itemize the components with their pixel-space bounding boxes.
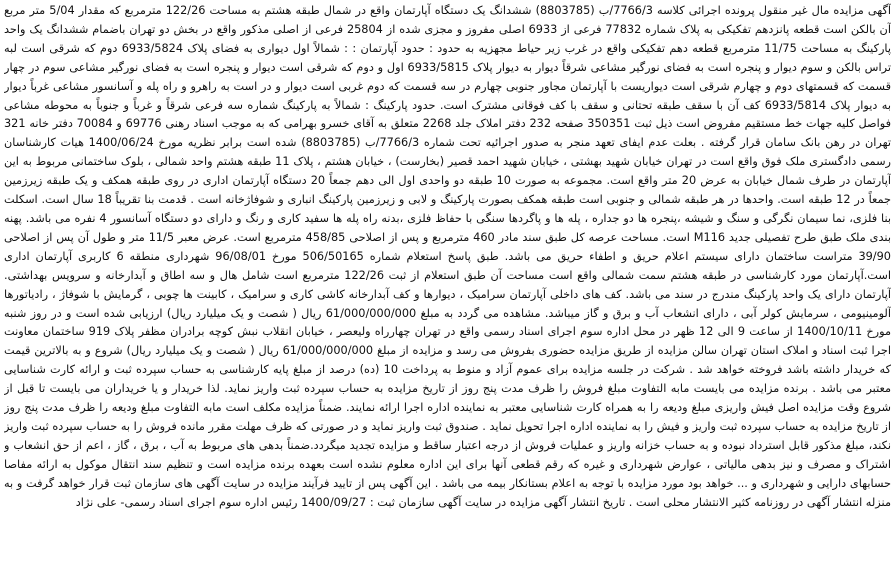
- auction-notice-text: آگهی مزایده مال غیر منقول پرونده اجرائی کلاسه 7766/3/ب (8803785) ششدانگ یک دستگاه آپارتمان واقع در شمال طبقه هشتم به مساحت 122/26 مترمربع که مقدار 5/04 متر مربع آن بالکن است قطعه پانزدهم تفکیکی به پلاک شماره 77832 فرعی از 6933 اصلی مفروز و مجزی شده از 25804 فرعی از اصلی مذکور واقع در بخش دو تهران باضمام ششدانگ یک واحد پارکینگ به مساحت 11/75 مترمربع قطعه دهم تفکیکی واقع در غرب زیر حیاط مجهزیه به حدود : حدود آپارتمان : : شمالاً اول دیواری به فضای پلاک 6933/5824 دوم که شرقی است لبه تراس بالکن و سوم دیوار و پنجره است به فضای نورگیر مشاعی شرقاً دیوار به دیوار پلاک 6933/5815 اول و دوم که شرقی است دیوار و پنجره است به فضای نورگیر مشاعی سوم در چهار قسمت که قسمتهای دوم و چهارم شرقی است دیواریست با آپارتمان مجاور جنوبی چهارم در سه قسمت که دوم غربی است دیوار و در است به راهرو و راه پله و آسانسور مشاعی غرباً دیوار به دیوار پلاک 6933/5814 کف آن با سقف طبقه تحتانی و سقف با کف فوقانی مشترک است. حدود پارکینگ : شمالاً به پارکینگ شماره سه فرعی شرقاً و غرباً و جنوباً به محوطه مشاعی فواصل کلیه جهات خط مستقیم مفروض است ذیل ثبت 350351 صفحه 232 دفتر املاک جلد 2268 متعلق به آقای خسرو بهرامی که به موجب اسناد رهنی 69776 و 70084 دفتر خانه 321 تهران در رهن بانک سامان قرار گرفته . بعلت عدم ایفای تعهد منجر به صدور اجرائیه تحت شماره 7766/3/ب (8803785) شده است برابر نظریه مورخ 1400/06/24 هیات کارشناسان رسمی دادگستری ملک فوق واقع است در تهران خیابان شهید بهشتی ، خیابان شهید احمد قصیر (بخارست) ، خیابان هشتم ، پلاک 11 طبقه هشتم واحد شمالی ، بلوک ساختمانی مربوط به این آپارتمان در طرف شمال خیابان به عرض 20 متر واقع است. مجموعه به صورت 10 طبقه دو واحدی اول الی دهم جمعاً 20 دستگاه آپارتمان اداری در روی طبقه همکف و یک طبقه زیرزمین جمعاً در 12 طبقه است. واحدها در هر طبقه شمالی و جنوبی است طبقه همکف بصورت پارکینگ و لابی و زیرزمین پارکینگ انباری و شوفاژخانه است . قدمت بنا تقریباً 18 سال است. اسکلت بنا فلزی، نما سیمان نگرگی و سنگ و شیشه ،پنجره ها دو جداره ، پله ها و پاگردها سنگی با حفاظ فلزی ،بدنه راه پله ها سفید کاری و رنگ و دارای دو دستگاه آسانسور 4 نفره می باشد. پهنه بندی ملک طبق طرح تفصیلی جدید M116 است. مساحت عرصه کل طبق سند مادر 460 مترمربع و پس از اصلاحی 458/85 مترمربع است. عرض معبر 11/5 متر و طول آن پس از اصلاحی 39/90 متراست ساختمان دارای سیستم اعلام حریق و اطفاء حریق می باشد. طبق پاسخ استعلام شماره 506/50165 مورخ 96/08/01 شهرداری منطقه 6 کاربری آپارتمان اداری است.آپارتمان مورد کارشناسی در طبقه هشتم سمت شمالی واقع است مساحت آن طبق استعلام از ثبت 122/26 مترمربع است شامل هال و سه اطاق و آبدارخانه و سرویس بهداشتی. آپارتمان دارای یک واحد پارکینگ مندرج در سند می باشد. کف های داخلی آپارتمان سرامیک ، دیوارها و کف آبدارخانه کاشی کاری و سرامیک ، کابینت ها چوبی ، گرمایش با شوفاژ ، رادیاتورها آلومینیومی ، سرمایش کولر آبی ، دارای انشعاب آب و برق و گاز میباشد. مشاهده می گردد به مبلغ 61/000/000/000 ریال ( شصت و یک میلیارد ریال) ارزیابی شده است و در روز شنبه مورخ 1400/10/11 از ساعت 9 الی 12 ظهر در محل اداره سوم اجرای اسناد رسمی واقع در تهران چهارراه ولیعصر ، خیابان انقلاب نبش کوچه برادران مظفر پلاک 919 ساختمان معاونت اجرا ثبت اسناد و املاک استان تهران سالن مزایده از طریق مزایده حضوری بفروش می رسد و مزایده از مبلغ 61/000/000/000 ریال ( شصت و یک میلیارد ریال) شروع و به بالاترین قیمت که خریدار داشته باشد فروخته خواهد شد . شرکت در جلسه مزایده برای عموم آزاد و منوط به پرداخت 10 (ده) درصد از مبلغ پایه کارشناسی به حساب سپرده ثبت و ارائه کارت شناسایی معتبر می باشد . برنده مزایده می بایست مابه التفاوت مبلغ فروش را ظرف مدت پنج روز از تاریخ مزایده به حساب سپرده ثبت واریز نماید. لذا خریدار و یا خریداران می بایست تا قبل از شروع وقت مزایده اصل فیش واریزی مبلغ ودیعه را به همراه کارت شناسایی معتبر به نماینده اداره اجرا ارائه نمایند. ضمناً مزایده مکلف است مابه التفاوت مبلغ ودیعه را ظرف مدت پنج روز از تاریخ مزایده به حساب سپرده ثبت واریز و فیش را به نماینده اداره اجرا تحویل نماید . صندوق ثبت واریز نماید و در صورتی که ظرف مهلت مقرر مانده فروش را به حساب سپرده ثبت واریز نکند، مبلغ مذکور قابل استرداد نبوده و به حساب خزانه واریز و عملیات فروش از درجه اعتبار ساقط و مزایده تجدید میگردد.ضمناً بدهی های مربوط به آب ، برق ، گاز ، اعم از حق انشعاب و اشتراک و مصرف و نیز بدهی مالیاتی ، عوارض شهرداری و غیره که رقم قطعی آنها برای این اداره معلوم نشده است بعهده برنده مزایده است و تنظیم سند انتقال موکول به ارائه مفاصا حسابهای دارایی و شهرداری و ... خواهد بود مورد مزایده با توجه به اعلام بستانکار بیمه می باشد . این آگهی پس از تایید فرآیند مزایده در سایت آگهی های سازمان ثبت قرار خواهد گرفت و به منزله انتشار آگهی در روزنامه کثیر الانتشار محلی است . تاریخ انتشار آگهی مزایده در سایت آگهی سازمان ثبت : 1400/09/27 رئیس اداره سوم اجرای اسناد رسمی- علی نژاد: [4, 4, 891, 509]
